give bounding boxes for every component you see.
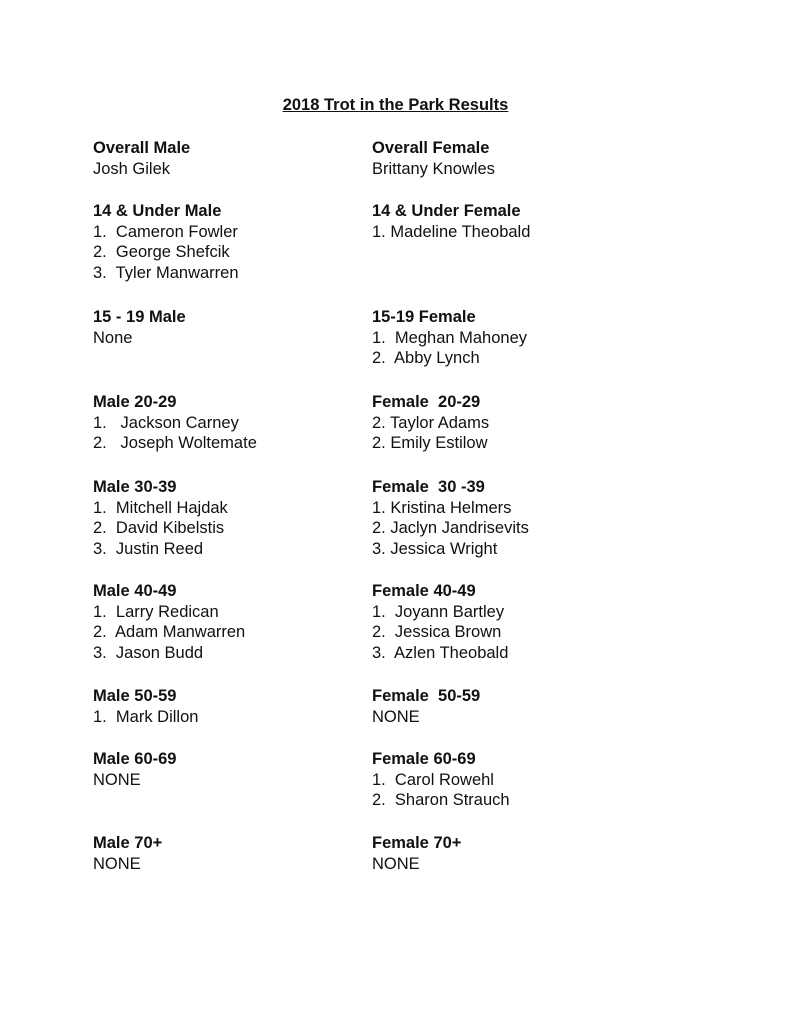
section-30-39-male xyxy=(93,477,393,559)
result-line: 1. Meghan Mahoney xyxy=(372,328,528,347)
result-line: 1. Madeline Theobald xyxy=(372,222,531,241)
result-line: 1. Jackson Carney xyxy=(93,413,239,432)
section-15-19-male xyxy=(93,307,393,348)
section-heading: Overall Female xyxy=(372,139,490,157)
result-line: 2. Adam Manwarren xyxy=(93,623,246,642)
result-line: 1. Joyann Bartley xyxy=(372,602,505,621)
section-60-69-female xyxy=(372,749,672,811)
section-60-69-male xyxy=(93,749,393,790)
section-70-plus-female xyxy=(372,833,672,874)
section-70-plus-male xyxy=(93,833,393,874)
section-30-39-female xyxy=(372,477,672,559)
result-line: 2. Jaclyn Jandrisevits xyxy=(372,519,529,538)
result-line: 3. Justin Reed xyxy=(93,539,204,558)
result-line: 1. Mark Dillon xyxy=(93,707,199,726)
section-heading: Male 30-39 xyxy=(93,478,177,496)
section-heading: 14 & Under Male xyxy=(93,202,222,220)
result-line: NONE xyxy=(93,770,141,789)
section-heading: Male 20-29 xyxy=(93,393,177,411)
section-50-59-male xyxy=(93,686,393,727)
result-line: 2. Taylor Adams xyxy=(372,413,490,432)
result-line: 2. George Shefcik xyxy=(93,243,230,262)
section-heading: Overall Male xyxy=(93,139,191,157)
section-20-29-female xyxy=(372,392,672,454)
result-line: 1. Cameron Fowler xyxy=(93,222,238,241)
result-line: NONE xyxy=(93,854,141,873)
result-line: 1. Kristina Helmers xyxy=(372,498,512,517)
document-title: 2018 Trot in the Park Results xyxy=(282,96,509,114)
result-line: 3. Azlen Theobald xyxy=(372,643,509,662)
result-line: NONE xyxy=(372,707,420,726)
section-40-49-male xyxy=(93,581,393,663)
result-line: None xyxy=(93,328,133,347)
section-heading: Male 60-69 xyxy=(93,750,177,768)
result-line: 1. Carol Rowehl xyxy=(372,770,494,789)
result-line: 1. Mitchell Hajdak xyxy=(93,498,228,517)
result-line: 3. Tyler Manwarren xyxy=(93,263,239,282)
section-heading: Female 60-69 xyxy=(372,750,476,768)
section-40-49-female xyxy=(372,581,672,663)
section-heading: Female 50-59 xyxy=(372,687,481,705)
section-overall-male xyxy=(93,138,393,179)
section-heading: Female 30 -39 xyxy=(372,478,485,496)
result-line: 3. Jason Budd xyxy=(93,643,204,662)
result-line: 2. Emily Estilow xyxy=(372,434,488,453)
section-heading: 14 & Under Female xyxy=(372,202,521,220)
section-heading: 15 - 19 Male xyxy=(93,308,186,326)
result-line: 2. Jessica Brown xyxy=(372,623,502,642)
section-heading: Female 20-29 xyxy=(372,393,481,411)
result-line: 1. Larry Redican xyxy=(93,602,219,621)
section-50-59-female xyxy=(372,686,672,727)
section-heading: 15-19 Female xyxy=(372,308,476,326)
result-line: Josh Gilek xyxy=(93,159,171,178)
section-heading: Male 40-49 xyxy=(93,582,177,600)
section-heading: Male 70+ xyxy=(93,834,163,852)
result-line: 2. David Kibelstis xyxy=(93,519,225,538)
result-line: 3. Jessica Wright xyxy=(372,539,498,558)
result-line: 2. Joseph Woltemate xyxy=(93,434,257,453)
result-line: 2. Sharon Strauch xyxy=(372,791,510,810)
section-20-29-male xyxy=(93,392,393,454)
section-heading: Female 70+ xyxy=(372,834,462,852)
section-heading: Female 40-49 xyxy=(372,582,476,600)
section-14-under-female xyxy=(372,201,672,242)
section-heading: Male 50-59 xyxy=(93,687,177,705)
result-line: 2. Abby Lynch xyxy=(372,349,480,368)
result-line: NONE xyxy=(372,854,420,873)
section-14-under-male xyxy=(93,201,393,283)
result-line: Brittany Knowles xyxy=(372,159,495,178)
section-overall-female xyxy=(372,138,672,179)
section-15-19-female xyxy=(372,307,672,369)
